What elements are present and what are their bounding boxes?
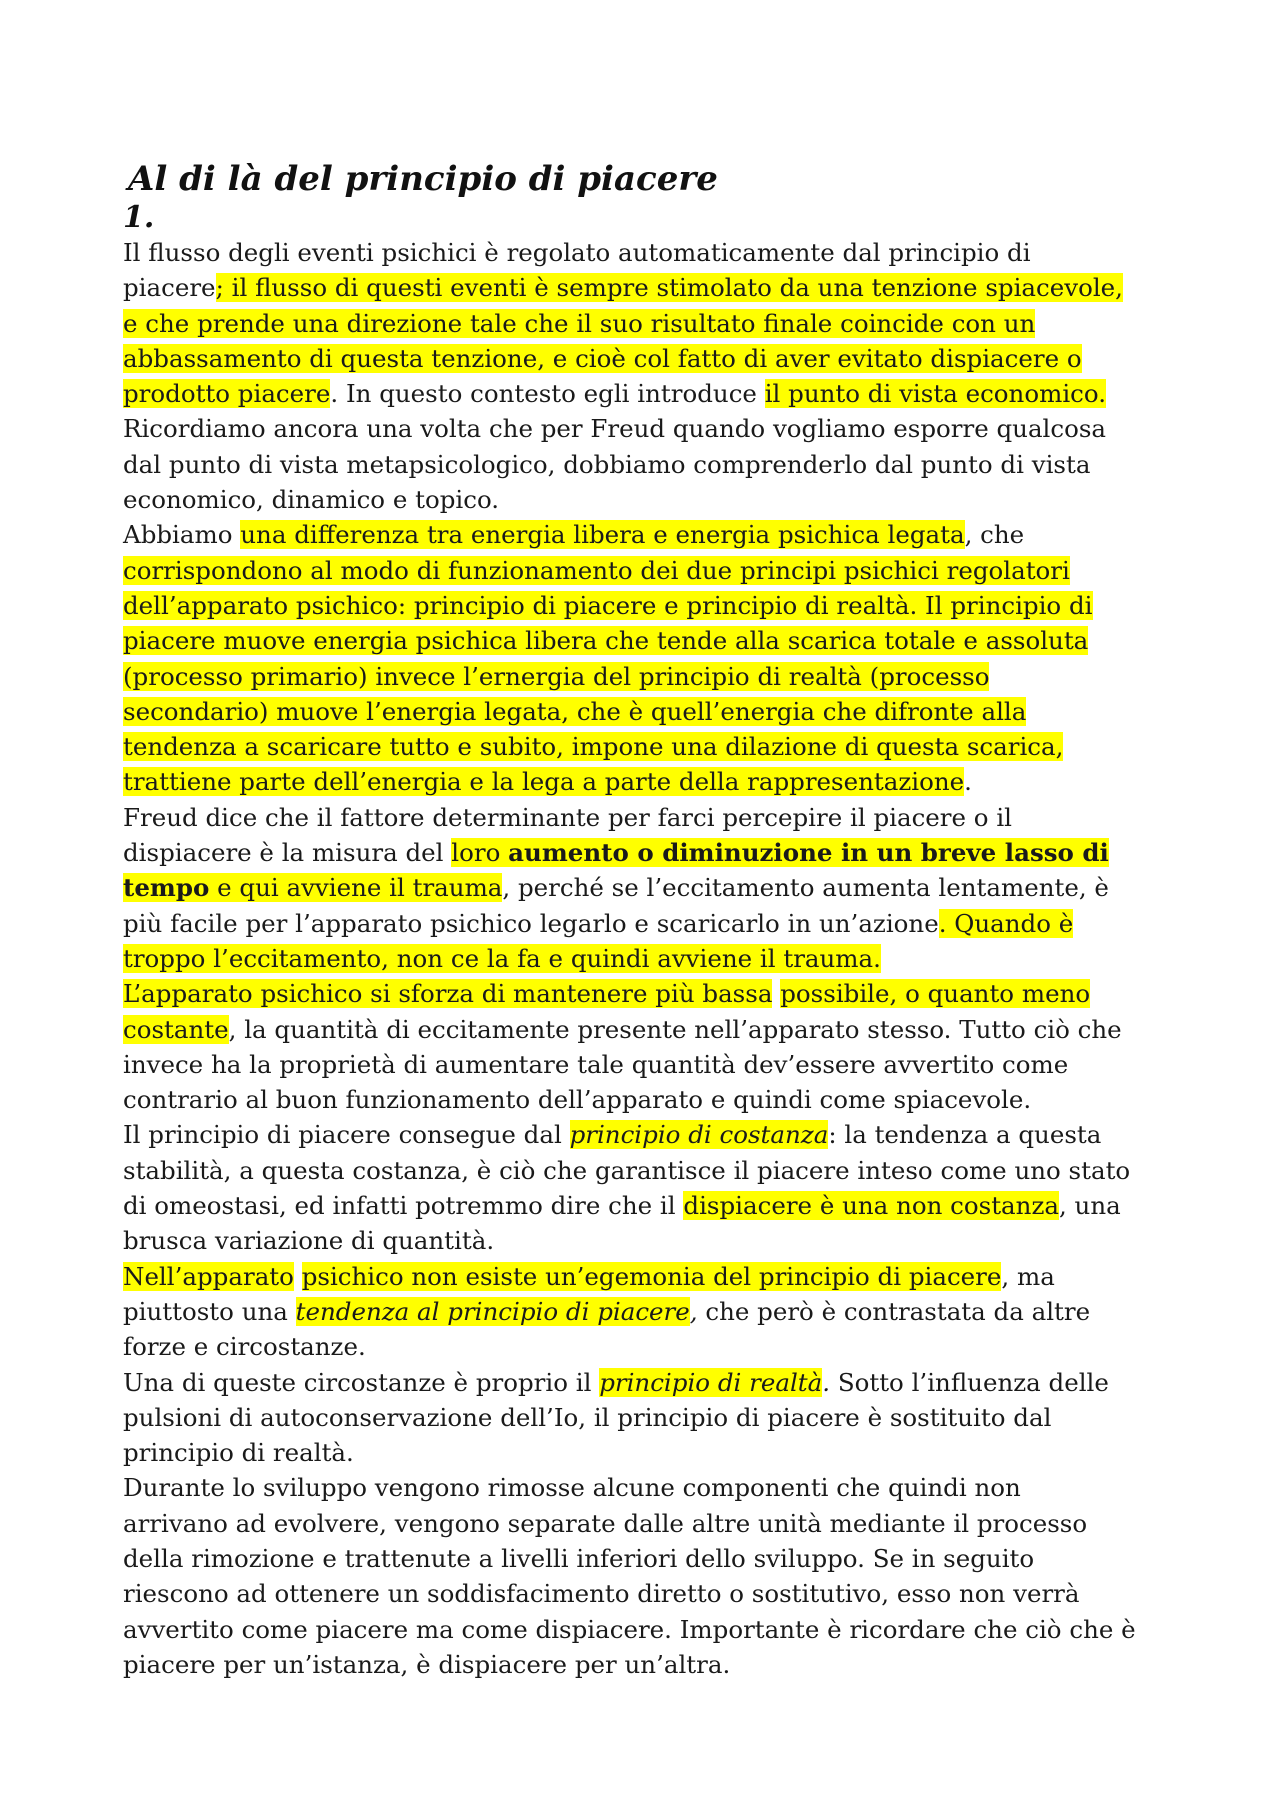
text-line	[123, 1612, 1183, 1647]
document-content	[123, 157, 1183, 1682]
text-run: stabilità, a questa costanza, è ciò che garantisce il piacere inteso come uno stato	[123, 1155, 1131, 1185]
text-line	[123, 1329, 1183, 1364]
text-line	[123, 659, 1183, 694]
text-run: Durante lo sviluppo vengono rimosse alcune componenti che quindi non	[123, 1473, 1021, 1503]
highlighted-text: ; il flusso di questi eventi è sempre stimolato da una tenzione spiacevole,	[215, 273, 1123, 303]
text-line	[123, 694, 1183, 729]
highlighted-text: aumento o diminuzione in un breve lasso di	[508, 838, 1109, 868]
text-line	[123, 1470, 1183, 1505]
text-run: che però è contrastata da altre	[697, 1296, 1091, 1326]
highlighted-text: e qui avviene il trauma	[209, 873, 503, 903]
text-line	[123, 1576, 1183, 1611]
text-run: principio di realtà.	[123, 1438, 354, 1468]
highlighted-text: dispiacere è una non costanza	[683, 1191, 1059, 1221]
text-line	[123, 764, 1183, 799]
highlighted-text: (processo primario) invece l’ernergia del principio di realtà (processo	[123, 661, 990, 691]
text-run: piacere per un’istanza, è dispiacere per un’altra.	[123, 1649, 731, 1679]
highlighted-text: abbassamento di questa tenzione, e cioè col fatto di aver evitato dispiacere o	[123, 343, 1082, 373]
highlighted-text: psichico non esiste un’egemonia del principio di piacere	[301, 1261, 1002, 1291]
highlighted-text: piacere muove energia psichica libera che tende alla scarica totale e assoluta	[123, 626, 1089, 656]
text-run: , ma	[1001, 1261, 1055, 1291]
highlighted-text: possibile, o quanto meno	[780, 979, 1091, 1009]
text-line	[123, 835, 1183, 870]
text-run: ,	[689, 1296, 698, 1326]
text-line	[123, 1223, 1183, 1258]
highlighted-text: tendenza al principio di piacere	[295, 1296, 690, 1326]
text-run: economico, dinamico e topico.	[123, 485, 500, 515]
text-line	[123, 1117, 1183, 1152]
highlighted-text: tempo	[123, 873, 210, 903]
text-run: piuttosto una	[123, 1296, 296, 1326]
text-line	[123, 1188, 1183, 1223]
text-line	[123, 1012, 1183, 1047]
text-run: Una di queste circostanze è proprio il	[123, 1367, 600, 1397]
text-line	[123, 800, 1183, 835]
text-run: Ricordiamo ancora una volta che per Freud quando vogliamo esporre qualcosa	[123, 414, 1107, 444]
text-line	[123, 447, 1183, 482]
text-line	[123, 906, 1183, 941]
highlighted-text: e che prende una direzione tale che il suo risultato finale coincide con un	[123, 308, 1036, 338]
text-run: Il principio di piacere consegue dal	[123, 1120, 570, 1150]
text-run: , la quantità di eccitamente presente nell’apparato stesso. Tutto ciò che	[228, 1014, 1122, 1044]
text-line	[123, 729, 1183, 764]
text-run: .	[964, 767, 972, 797]
text-line	[123, 1294, 1183, 1329]
text-run: : la tendenza a questa	[828, 1120, 1102, 1150]
highlighted-text: loro	[451, 838, 509, 868]
text-run: pulsioni di autoconservazione dell’Io, il principio di piacere è sostituito dal	[123, 1402, 1052, 1432]
text-run: della rimozione e trattenute a livelli inferiori dello sviluppo. Se in seguito	[123, 1543, 1035, 1573]
text-run: , una	[1058, 1191, 1121, 1221]
text-run: riescono ad ottenere un soddisfacimento diretto o sostitutivo, esso non verrà	[123, 1579, 1080, 1609]
text-run: dispiacere è la misura del	[123, 838, 452, 868]
highlighted-text: corrispondono al modo di funzionamento dei due principi psichici regolatori	[123, 555, 1070, 585]
text-run: contrario al buon funzionamento dell’apparato e quindi come spiacevole.	[123, 1085, 1032, 1115]
section-number: 1.	[123, 200, 155, 235]
text-run: Il flusso degli eventi psichici è regolato automaticamente dal principio di	[123, 238, 1031, 267]
text-line	[123, 1259, 1183, 1294]
text-line	[123, 1647, 1183, 1682]
text-run: avvertito come piacere ma come dispiacere. Importante è ricordare che ciò che è	[123, 1614, 1136, 1644]
highlighted-text: L’apparato psichico si sforza di mantenere più bassa	[123, 979, 773, 1009]
highlighted-text: trattiene parte dell’energia e la lega a parte della rappresentazione	[123, 767, 965, 797]
text-line	[123, 976, 1183, 1011]
highlighted-text: principio di costanza	[569, 1120, 829, 1150]
text-line	[123, 553, 1183, 588]
text-run: . In questo contesto egli introduce	[330, 379, 765, 409]
text-run: brusca variazione di quantità.	[123, 1226, 495, 1256]
text-line	[123, 411, 1183, 446]
highlighted-text: il punto di vista economico.	[764, 379, 1106, 409]
highlighted-text: prodotto piacere	[123, 379, 331, 409]
body-text	[123, 235, 1183, 1682]
highlighted-text: tendenza a scaricare tutto e subito, impone una dilazione di questa scarica,	[123, 732, 1064, 762]
text-run: forze e circostanze.	[123, 1332, 366, 1362]
text-line	[123, 1365, 1183, 1400]
text-line	[123, 1400, 1183, 1435]
document-title: Al di là del principio di piacere	[128, 159, 718, 199]
text-line	[123, 1541, 1183, 1576]
text-run: , che	[964, 520, 1025, 550]
text-run: Sotto l’influenza delle	[830, 1367, 1109, 1397]
text-line	[123, 376, 1183, 411]
text-line	[123, 517, 1183, 552]
text-line	[123, 1047, 1183, 1082]
text-line	[123, 588, 1183, 623]
text-line	[123, 235, 1183, 270]
text-line	[123, 482, 1183, 517]
text-line	[123, 1435, 1183, 1470]
text-line	[123, 941, 1183, 976]
highlighted-text: principio di realtà	[599, 1367, 823, 1397]
text-run: dal punto di vista metapsicologico, dobbiamo comprenderlo dal punto di vista	[123, 449, 1091, 479]
highlighted-text: una differenza tra energia libera e energia psichica legata	[240, 520, 965, 550]
text-run: .	[822, 1367, 831, 1397]
text-run: Freud dice che il fattore determinante per farci percepire il piacere o il	[123, 802, 1013, 832]
text-line	[123, 1082, 1183, 1117]
text-line	[123, 306, 1183, 341]
text-run	[294, 1262, 302, 1291]
text-line	[123, 870, 1183, 905]
text-run: piacere	[123, 273, 216, 303]
highlighted-text: secondario) muove l’energia legata, che è quell’energia che difronte alla	[123, 696, 1027, 726]
text-run: più facile per l’apparato psichico legarlo e scaricarlo in un’azione	[123, 908, 939, 938]
text-line	[123, 270, 1183, 305]
text-run: Abbiamo	[123, 520, 241, 550]
text-line	[123, 623, 1183, 658]
text-run: di omeostasi, ed infatti potremmo dire che il	[123, 1191, 684, 1221]
text-run: , perché se l’eccitamento aumenta lentamente, è	[502, 873, 1109, 903]
text-run: arrivano ad evolvere, vengono separate dalle altre unità mediante il processo	[123, 1508, 1088, 1538]
text-line	[123, 341, 1183, 376]
highlighted-text: troppo l’eccitamento, non ce la fa e quindi avviene il trauma.	[123, 943, 881, 973]
highlighted-text: dell’apparato psichico: principio di piacere e principio di realtà. Il principio di	[123, 590, 1093, 620]
text-line	[123, 1506, 1183, 1541]
text-line	[123, 1153, 1183, 1188]
highlighted-text: costante	[123, 1014, 229, 1044]
highlighted-text: Nell’apparato	[123, 1261, 294, 1291]
text-run: invece ha la proprietà di aumentare tale quantità dev’essere avvertito come	[123, 1049, 1069, 1079]
highlighted-text: . Quando è	[938, 908, 1074, 938]
